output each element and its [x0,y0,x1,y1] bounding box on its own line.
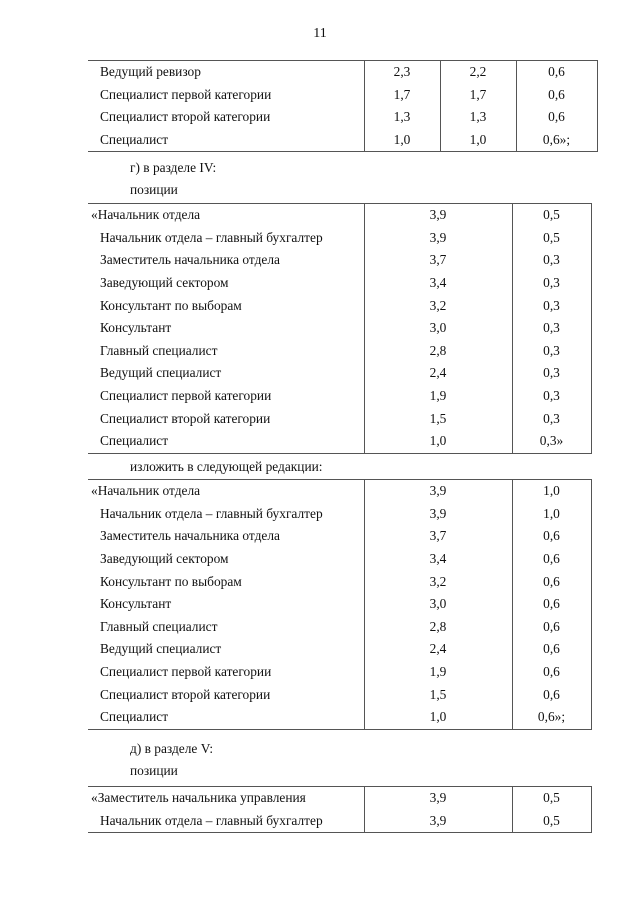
coefficient-cell: 0,3 [512,272,591,295]
coefficient-cell: 1,9 [364,385,512,408]
coefficient-cell: 0,6 [516,106,597,129]
coefficient-cell: 3,2 [364,294,512,317]
table-row [88,525,591,548]
table-row [88,480,591,503]
coefficient-cell: 0,3 [512,385,591,408]
coefficient-cell: 0,6»; [516,129,597,152]
position-name: Главный специалист [100,618,218,634]
table-row [88,548,591,571]
position-name: Консультант [100,596,172,612]
position-name: Специалист [100,709,169,725]
position-name: Ведущий специалист [100,641,222,657]
table-row [88,362,591,385]
position-name: Специалист [100,132,169,148]
coefficient-cell: 1,7 [364,84,440,107]
table-row [88,683,591,706]
position-name: Ведущий специалист [100,365,222,381]
coefficient-cell: 0,6 [512,683,591,706]
coefficient-cell: 2,4 [364,362,512,385]
coefficient-cell: 0,6»; [512,706,591,729]
table-section-4-old [88,203,592,454]
position-name: Начальник отдела – главный бухгалтер [100,812,323,828]
coefficient-cell: 3,0 [364,593,512,616]
coefficient-cell: 0,6 [512,548,591,571]
coefficient-cell: 1,9 [364,661,512,684]
coefficient-cell: 0,3 [512,317,591,340]
table-section-3-tail [88,60,598,152]
coefficient-cell: 0,3 [512,362,591,385]
coefficient-cell: 2,8 [364,616,512,639]
position-name: Консультант по выборам [100,297,242,313]
coefficient-cell: 1,0 [512,503,591,526]
coefficient-cell: 1,0 [440,129,516,152]
coefficient-cell: 1,7 [440,84,516,107]
coefficient-cell: 3,7 [364,525,512,548]
coefficient-cell: 0,5 [512,810,591,833]
coefficient-cell: 3,4 [364,272,512,295]
coefficient-cell: 0,6 [512,638,591,661]
position-name: Начальник отдела – главный бухгалтер [100,505,323,521]
table-row [88,593,591,616]
position-name: Начальник отдела – главный бухгалтер [100,229,323,245]
coefficient-cell: 1,0 [512,480,591,503]
coefficient-cell: 1,3 [440,106,516,129]
table-row [88,616,591,639]
position-name: Ведущий ревизор [100,64,201,80]
position-name: «Начальник отдела [91,483,201,499]
table-row [88,570,591,593]
paragraph-section-iv: г) в разделе IV: [130,160,217,175]
position-name: Заведующий сектором [100,551,229,567]
table-row [88,407,591,430]
position-name: Консультант [100,320,172,336]
position-name: «Начальник отдела [91,207,201,223]
table-row [88,385,591,408]
position-name: Специалист второй категории [100,109,271,125]
table-row [88,249,591,272]
coefficient-cell: 3,0 [364,317,512,340]
coefficient-cell: 3,9 [364,204,512,227]
coefficient-cell: 3,9 [364,503,512,526]
page-number: 11 [313,26,327,41]
coefficient-cell: 3,9 [364,810,512,833]
paragraph-positions: позиции [130,763,178,778]
paragraph-new-edition: изложить в следующей редакции: [130,459,323,474]
table-row [88,430,591,453]
coefficient-cell: 0,6 [512,570,591,593]
position-name: Консультант по выборам [100,573,242,589]
table-row [88,810,591,833]
coefficient-cell: 0,3» [512,430,591,453]
coefficient-cell: 0,6 [512,525,591,548]
coefficient-cell: 1,3 [364,106,440,129]
table-row [88,204,591,227]
table-row [88,340,591,363]
paragraph-positions: позиции [130,182,178,197]
coefficient-cell: 3,9 [364,787,512,810]
coefficient-cell: 3,9 [364,480,512,503]
table-row [88,503,591,526]
coefficient-cell: 0,5 [512,787,591,810]
position-name: Специалист первой категории [100,388,272,404]
position-name: Заместитель начальника отдела [100,528,280,544]
coefficient-cell: 2,2 [440,61,516,84]
coefficient-cell: 1,0 [364,706,512,729]
position-name: Специалист первой категории [100,86,272,102]
coefficient-cell: 0,5 [512,227,591,250]
coefficient-cell: 0,6 [512,661,591,684]
coefficient-cell: 0,6 [516,84,597,107]
table-row [88,84,597,107]
coefficient-cell: 1,0 [364,430,512,453]
table-section-5 [88,786,592,833]
coefficient-cell: 1,5 [364,407,512,430]
table-row [88,661,591,684]
position-name: Специалист второй категории [100,686,271,702]
table-section-4-new [88,479,592,730]
coefficient-cell: 3,4 [364,548,512,571]
position-name: Заведующий сектором [100,275,229,291]
coefficient-cell: 0,3 [512,407,591,430]
coefficient-cell: 0,3 [512,294,591,317]
coefficient-cell: 0,6 [512,616,591,639]
table-row [88,787,591,810]
coefficient-cell: 0,3 [512,340,591,363]
position-name: Главный специалист [100,342,218,358]
coefficient-cell: 2,3 [364,61,440,84]
table-row [88,227,591,250]
table-row [88,129,597,152]
coefficient-cell: 3,7 [364,249,512,272]
coefficient-cell: 2,4 [364,638,512,661]
table-row [88,272,591,295]
coefficient-cell: 3,9 [364,227,512,250]
table-row [88,638,591,661]
position-name: Специалист второй категории [100,410,271,426]
position-name: Заместитель начальника отдела [100,252,280,268]
coefficient-cell: 0,5 [512,204,591,227]
position-name: Специалист первой категории [100,664,272,680]
table-row [88,106,597,129]
table-row [88,706,591,729]
coefficient-cell: 0,6 [512,593,591,616]
position-name: Специалист [100,433,169,449]
coefficient-cell: 0,6 [516,61,597,84]
coefficient-cell: 1,5 [364,683,512,706]
table-row [88,317,591,340]
coefficient-cell: 2,8 [364,340,512,363]
paragraph-section-v: д) в разделе V: [130,741,214,756]
table-row [88,61,597,84]
coefficient-cell: 3,2 [364,570,512,593]
coefficient-cell: 0,3 [512,249,591,272]
coefficient-cell: 1,0 [364,129,440,152]
position-name: «Заместитель начальника управления [91,790,306,806]
table-row [88,294,591,317]
